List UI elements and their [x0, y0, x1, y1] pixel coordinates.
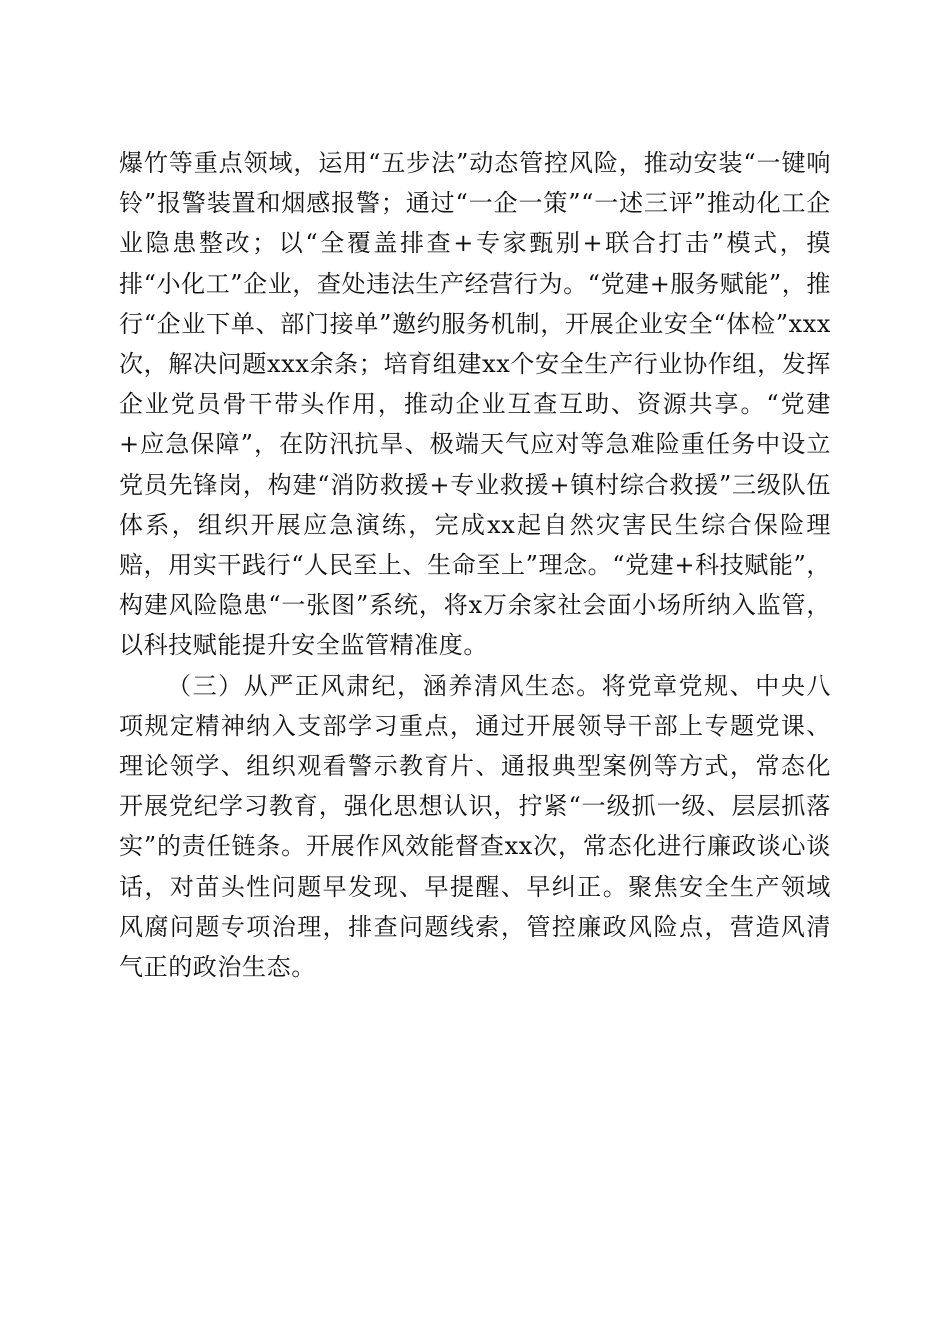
document-body [119, 143, 831, 987]
section-heading: （三）从严正风肃纪，涵养清风生态。 [167, 671, 602, 700]
section-body: 将党章党规、中央八项规定精神纳入支部学习重点，通过开展领导干部上专题党课、理论领学、组织观看警示教育片、通报典型案例等方式，常态化开展党纪学习教育，强化思想认识，拧紧“一级抓一级、层层抓落实”的责任链条。开展作风效能督查xx次，常态化进行廉政谈心谈话，对苗头性问题早发现、早提醒、早纠正。聚焦安全生产领域风腐问题专项治理，排查问题线索，管控廉政风险点，营造风清气正的政治生态。 [119, 671, 832, 982]
paragraph-section-three [119, 666, 831, 988]
paragraph-continuation: 爆竹等重点领域，运用“五步法”动态管控风险，推动安装“一键响铃”报警装置和烟感报警；通过“一企一策”“一述三评”推动化工企业隐患整改；以“全覆盖排查+专家甄别+联合打击”模式，摸排“小化工”企业，查处违法生产经营行为。“党建+服务赋能”，推行“企业下单、部门接单”邀约服务机制，开展企业安全“体检”xxx次，解决问题xxx余条；培育组建xx个安全生产行业协作组，发挥企业党员骨干带头作用，推动企业互查互助、资源共享。“党建+应急保障”，在防汛抗旱、极端天气应对等急难险重任务中设立党员先锋岗，构建“消防救援+专业救援+镇村综合救援”三级队伍体系，组织开展应急演练，完成xx起自然灾害民生综合保险理赔，用实干践行“人民至上、生命至上”理念。“党建+科技赋能”，构建风险隐患“一张图”系统，将x万余家社会面小场所纳入监管，以科技赋能提升安全监管精准度。 [119, 149, 831, 660]
